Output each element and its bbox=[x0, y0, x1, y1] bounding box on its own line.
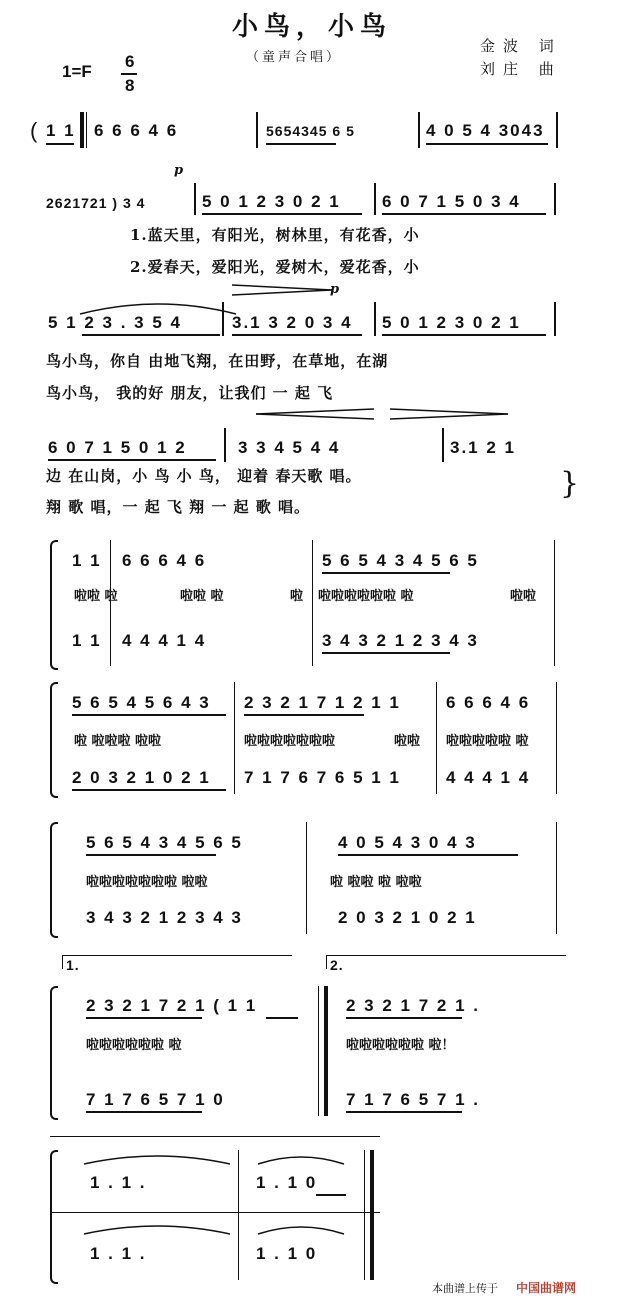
s8-upper-measure-0: 2 3 2 1 7 2 1 ( 1 1 bbox=[86, 996, 258, 1015]
barline bbox=[556, 682, 557, 794]
barline bbox=[318, 986, 319, 1116]
s3-lyric-verse1: 鸟小鸟，你自 由地飞翔，在田野，在草地，在湖 bbox=[46, 352, 389, 370]
s7-la-1: 啦啦啦啦啦啦啦 啦啦 bbox=[86, 875, 208, 890]
system-bracket bbox=[50, 682, 58, 798]
right-brace-icon: } bbox=[560, 466, 580, 501]
s6-lower-measure-2: 4 4 4 1 4 bbox=[446, 768, 531, 787]
volta-bracket-1 bbox=[62, 955, 292, 956]
beam bbox=[266, 1017, 298, 1019]
s3-measure-1: 3.1 3 2 0 3 4 bbox=[232, 313, 353, 332]
composer-credit: 刘庄 曲 bbox=[480, 60, 562, 78]
s4-lyric-verse1: 边 在山岗，小 鸟 小 鸟， 迎着 春天歌 唱。 bbox=[46, 467, 362, 485]
s8-lower-measure-1: 7 1 7 6 5 7 1 . bbox=[346, 1090, 480, 1109]
s5-upper-measure-0: 1 1 bbox=[72, 551, 102, 570]
final-barline-thin bbox=[364, 1150, 365, 1280]
system-bracket bbox=[50, 986, 58, 1120]
system-bracket bbox=[50, 1150, 58, 1284]
barline bbox=[224, 428, 226, 462]
s8-lower-measure-0: 7 1 7 6 5 7 1 0 bbox=[86, 1090, 225, 1109]
s6-la-2: 啦啦啦啦啦啦啦 bbox=[244, 734, 336, 749]
barline bbox=[418, 112, 420, 148]
system-bracket bbox=[50, 540, 58, 670]
barline bbox=[234, 682, 235, 794]
s6-la-1: 啦 啦啦啦 啦啦 bbox=[74, 734, 162, 749]
barline bbox=[556, 112, 558, 148]
time-signature-numerator: 6 bbox=[125, 52, 135, 71]
beam bbox=[316, 1194, 346, 1196]
tie bbox=[256, 1222, 346, 1236]
beam bbox=[86, 854, 216, 856]
score-title: 小鸟，小鸟 bbox=[232, 12, 393, 42]
s2-lyric-verse2: 2.爱春天，爱阳光，爱树木，爱花香，小 bbox=[130, 258, 420, 276]
beam bbox=[346, 1017, 462, 1019]
s3-lyric-verse2: 鸟小鸟， 我的好 朋友，让我们 一 起 飞 bbox=[46, 384, 334, 402]
barline bbox=[194, 183, 196, 215]
barline bbox=[436, 682, 437, 794]
s6-la-3: 啦啦 bbox=[394, 734, 421, 749]
tie bbox=[82, 1222, 232, 1236]
open-paren: ( bbox=[30, 118, 40, 143]
s1-measure-3: 4 0 5 4 3043 bbox=[426, 121, 545, 140]
beam bbox=[86, 1017, 202, 1019]
beam bbox=[426, 143, 548, 145]
barline bbox=[374, 302, 376, 336]
s1-measure-0: 1 1 bbox=[46, 121, 76, 140]
s7-upper-measure-1: 4 0 5 4 3 0 4 3 bbox=[338, 833, 477, 852]
s5-upper-measure-1: 6 6 6 4 6 bbox=[122, 551, 207, 570]
beam bbox=[346, 1111, 462, 1113]
repeat-start-bar bbox=[80, 112, 84, 148]
s6-upper-measure-1: 2 3 2 1 7 1 2 1 1 bbox=[244, 693, 401, 712]
s5-lower-measure-1: 4 4 4 1 4 bbox=[122, 631, 207, 650]
s2-measure-2: 6 0 7 1 5 0 3 4 bbox=[382, 192, 521, 211]
time-signature-denominator: 8 bbox=[125, 76, 135, 95]
s2-lyric-verse1: 1.蓝天里，有阳光，树林里，有花香，小 bbox=[130, 226, 420, 244]
s5-la-2: 啦啦 啦 bbox=[180, 589, 224, 604]
volta-bracket-2 bbox=[326, 955, 566, 956]
time-signature-line bbox=[121, 73, 137, 75]
s1-measure-1: 6 6 6 4 6 bbox=[94, 121, 179, 140]
s2-measure-0: 2621721 ) 3 4 bbox=[46, 195, 146, 211]
s3-measure-0: 5 1 2 3 . 3 5 4 bbox=[48, 313, 182, 332]
barline bbox=[306, 822, 307, 934]
s5-lower-measure-0: 1 1 bbox=[72, 631, 102, 650]
s5-lower-measure-2: 3 4 3 2 1 2 3 4 3 bbox=[322, 631, 479, 650]
beam bbox=[322, 572, 450, 574]
barline bbox=[374, 183, 376, 215]
barline bbox=[554, 183, 556, 215]
beam bbox=[232, 334, 362, 336]
beam bbox=[72, 714, 226, 716]
s4-measure-1: 3 3 4 5 4 4 bbox=[238, 438, 341, 457]
footer-note: 本曲谱上传于 bbox=[432, 1282, 498, 1295]
s9-upper-measure-1: 1 . 1 0 bbox=[256, 1173, 318, 1192]
decrescendo-hairpin bbox=[390, 408, 510, 420]
beam bbox=[86, 1111, 202, 1113]
tie bbox=[256, 1152, 346, 1166]
s7-upper-measure-0: 5 6 5 4 3 4 5 6 5 bbox=[86, 833, 243, 852]
s6-lower-measure-0: 2 0 3 2 1 0 2 1 bbox=[72, 768, 211, 787]
barline bbox=[554, 540, 555, 666]
lyricist-credit: 金波 词 bbox=[480, 37, 562, 55]
score-subtitle: （童声合唱） bbox=[246, 50, 343, 65]
repeat-end-bar bbox=[324, 986, 328, 1116]
s5-la-3: 啦 bbox=[290, 589, 304, 604]
s7-lower-measure-1: 2 0 3 2 1 0 2 1 bbox=[338, 908, 477, 927]
s6-la-4: 啦啦啦啦啦 啦 bbox=[446, 734, 529, 749]
system-rule bbox=[50, 1212, 380, 1213]
barline bbox=[312, 540, 313, 666]
beam bbox=[338, 854, 518, 856]
dynamic-p: p bbox=[330, 282, 340, 297]
s2-measure-1: 5 0 1 2 3 0 2 1 bbox=[202, 192, 341, 211]
barline bbox=[86, 112, 87, 148]
crescendo-hairpin bbox=[256, 408, 376, 420]
barline bbox=[222, 302, 224, 336]
tie bbox=[82, 1152, 232, 1166]
s9-upper-measure-0: 1 . 1 . bbox=[90, 1173, 147, 1192]
s6-lower-measure-1: 7 1 7 6 7 6 5 1 1 bbox=[244, 768, 401, 787]
beam bbox=[72, 789, 226, 791]
beam bbox=[382, 213, 546, 215]
s7-la-2: 啦 啦啦 啦 啦啦 bbox=[330, 875, 422, 890]
beam bbox=[322, 652, 450, 654]
beam bbox=[202, 213, 362, 215]
volta-1-label: 1. bbox=[66, 957, 80, 973]
final-barline-thick bbox=[370, 1150, 374, 1280]
s7-lower-measure-0: 3 4 3 2 1 2 3 4 3 bbox=[86, 908, 243, 927]
s5-la-4: 啦啦啦啦啦啦 啦 bbox=[318, 589, 414, 604]
s9-lower-measure-1: 1 . 1 0 bbox=[256, 1244, 318, 1263]
site-logo[interactable]: 中国曲谱网 bbox=[516, 1281, 577, 1295]
s1-measure-2: 5654345 6 5 bbox=[266, 123, 355, 139]
key-signature: 1=F bbox=[62, 62, 92, 81]
barline bbox=[256, 112, 258, 148]
beam bbox=[244, 714, 364, 716]
crescendo-hairpin bbox=[232, 284, 342, 296]
s4-lyric-verse2: 翔 歌 唱，一 起 飞 翔 一 起 歌 唱。 bbox=[46, 498, 311, 516]
s8-la-2: 啦啦啦啦啦啦 啦！ bbox=[346, 1038, 455, 1053]
s8-upper-measure-1: 2 3 2 1 7 2 1 . bbox=[346, 996, 480, 1015]
volta-bracket-1-edge bbox=[62, 955, 63, 969]
barline bbox=[556, 822, 557, 934]
system-bracket bbox=[50, 822, 58, 938]
beam bbox=[48, 459, 216, 461]
beam bbox=[266, 143, 336, 145]
system-rule bbox=[50, 1136, 380, 1137]
barline bbox=[238, 1150, 239, 1280]
beam bbox=[46, 143, 74, 145]
s5-la-5: 啦啦 bbox=[510, 589, 537, 604]
s4-measure-0: 6 0 7 1 5 0 1 2 bbox=[48, 438, 187, 457]
volta-2-label: 2. bbox=[330, 957, 344, 973]
barline bbox=[554, 302, 556, 336]
barline bbox=[442, 428, 444, 462]
s4-measure-2: 3.1 2 1 bbox=[450, 438, 516, 457]
s3-measure-2: 5 0 1 2 3 0 2 1 bbox=[382, 313, 521, 332]
s5-upper-measure-2: 5 6 5 4 3 4 5 6 5 bbox=[322, 551, 479, 570]
s5-la-1: 啦啦 啦 bbox=[74, 589, 118, 604]
s6-upper-measure-2: 6 6 6 4 6 bbox=[446, 693, 531, 712]
beam bbox=[382, 334, 546, 336]
s8-la-1: 啦啦啦啦啦啦 啦 bbox=[86, 1038, 182, 1053]
s9-lower-measure-0: 1 . 1 . bbox=[90, 1244, 147, 1263]
volta-bracket-2-edge bbox=[326, 955, 327, 969]
beam bbox=[82, 334, 220, 336]
s6-upper-measure-0: 5 6 5 4 5 6 4 3 bbox=[72, 693, 211, 712]
dynamic-p: p bbox=[174, 163, 184, 178]
